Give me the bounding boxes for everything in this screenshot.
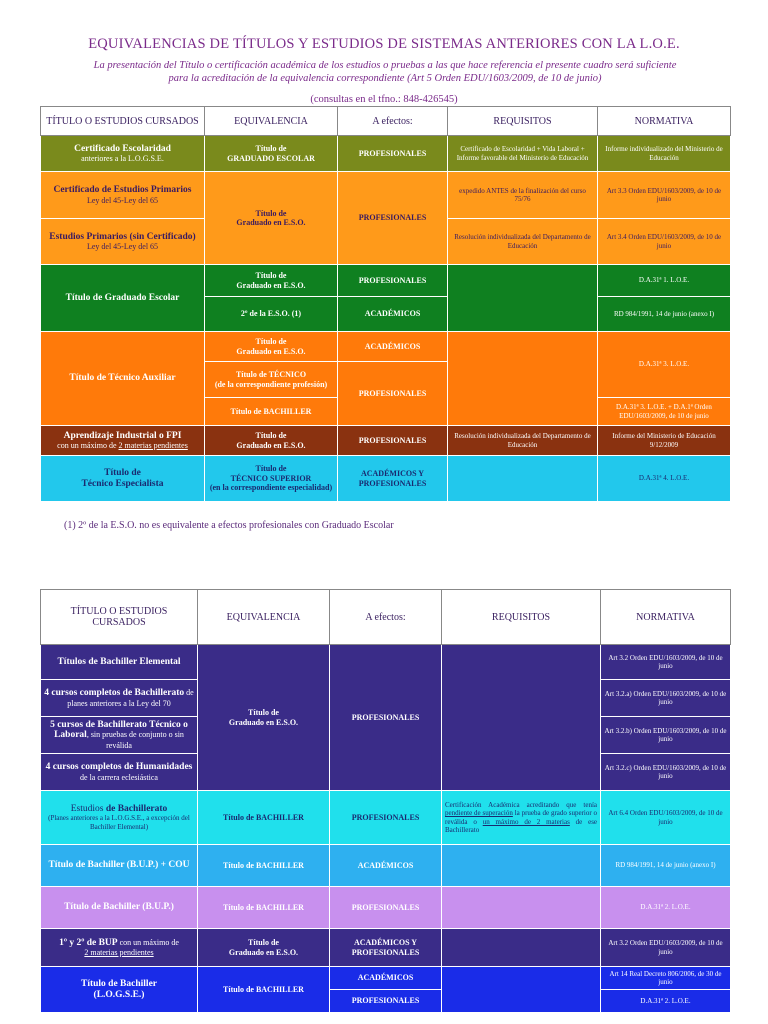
- requisitos-cell: Certificado de Escolaridad + Vida Laboral + Informe favorable del Ministerio de Educación: [448, 136, 598, 172]
- efectos-cell: PROFESIONALES: [330, 990, 442, 1013]
- equivalencia-cell: Título de BACHILLER: [198, 845, 330, 887]
- titulo-cell: 5 cursos de Bachillerato Técnico o Laboral, sin pruebas de conjunto o sin reválida: [41, 717, 198, 754]
- requisitos-cell: Certificación Académica acreditando que tenía pendiente de superación la prueba de grado superior o reválida o un máximo de 2 materias de ese Bachillerato: [442, 791, 601, 845]
- intro-text: [60, 60, 710, 85]
- col-requisitos: REQUISITOS: [442, 590, 601, 645]
- table-row: [41, 887, 731, 929]
- table-row: [41, 426, 731, 456]
- titulo-cell: Aprendizaje Industrial o FPI con un máximo de 2 materias pendientes: [41, 426, 205, 456]
- table-row: [41, 172, 731, 219]
- titulo-cell: Título de Bachiller (B.U.P.) + COU: [41, 845, 198, 887]
- efectos-cell: ACADÉMICOS: [330, 845, 442, 887]
- normativa-cell: D.A.31ª 4. L.O.E.: [598, 456, 731, 502]
- equivalencias-table-1: [40, 106, 731, 502]
- equivalencias-table-2: [40, 589, 731, 1013]
- table-row: [41, 967, 731, 990]
- phone-note: (consultas en el tfno.: 848-426545): [310, 94, 458, 105]
- efectos-cell: PROFESIONALES: [338, 136, 448, 172]
- normativa-cell: RD 984/1991, 14 de junio (anexo I): [601, 845, 731, 887]
- titulo-cell: 1º y 2º de BUP con un máximo de 2 materias pendientes: [41, 929, 198, 967]
- titulo-cell: 4 cursos completos de Humanidades de la carrera eclesiástica: [41, 754, 198, 791]
- table-row: [41, 265, 731, 297]
- equivalencia-cell: Título de Graduado en E.S.O.: [205, 332, 338, 362]
- efectos-cell: PROFESIONALES: [338, 265, 448, 297]
- titulo-cell: Título de Bachiller (L.O.G.S.E.): [41, 967, 198, 1013]
- normativa-cell: Art 3.4 Orden EDU/1603/2009, de 10 de junio: [598, 219, 731, 265]
- titulo-cell: Títulos de Bachiller Elemental: [41, 645, 198, 680]
- col-efectos: A efectos:: [330, 590, 442, 645]
- col-equivalencia: EQUIVALENCIA: [198, 590, 330, 645]
- normativa-cell: Art 14 Real Decreto 806/2006, de 30 de junio: [601, 967, 731, 990]
- table-row: [41, 136, 731, 172]
- titulo-cell: Título de Graduado Escolar: [41, 265, 205, 332]
- table-row: [41, 645, 731, 680]
- efectos-cell: ACADÉMICOS Y PROFESIONALES: [338, 456, 448, 502]
- normativa-cell: D.A.31ª 3. L.O.E.: [598, 332, 731, 398]
- efectos-cell: ACADÉMICOS: [330, 967, 442, 990]
- normativa-cell: Informe del Ministerio de Educación 9/12/2009: [598, 426, 731, 456]
- titulo-cell: Título de Bachiller (B.U.P.): [41, 887, 198, 929]
- equivalencia-cell: Título de TÉCNICO SUPERIOR (en la correspondiente especialidad): [205, 456, 338, 502]
- equivalencia-cell: Título de BACHILLER: [205, 398, 338, 426]
- page-title: EQUIVALENCIAS DE TÍTULOS Y ESTUDIOS DE SISTEMAS ANTERIORES CON LA L.O.E.: [88, 36, 680, 52]
- requisitos-cell: [442, 929, 601, 967]
- normativa-cell: Art 3.2.b) Orden EDU/1603/2009, de 10 de junio: [601, 717, 731, 754]
- normativa-cell: Art 3.2.a) Orden EDU/1603/2009, de 10 de junio: [601, 680, 731, 717]
- efectos-cell: PROFESIONALES: [330, 887, 442, 929]
- requisitos-cell: Resolución individualizada del Departamento de Educación: [448, 219, 598, 265]
- normativa-cell: Art 3.2 Orden EDU/1603/2009, de 10 de junio: [601, 645, 731, 680]
- equivalencia-cell: Título de BACHILLER: [198, 791, 330, 845]
- table-header-row: [41, 107, 731, 136]
- normativa-cell: Art 3.3 Orden EDU/1603/2009, de 10 de junio: [598, 172, 731, 219]
- efectos-cell: ACADÉMICOS Y PROFESIONALES: [330, 929, 442, 967]
- requisitos-cell: [442, 967, 601, 1013]
- equivalencia-cell: Título de Graduado en E.S.O.: [205, 265, 338, 297]
- requisitos-cell: expedido ANTES de la finalización del curso 75/76: [448, 172, 598, 219]
- efectos-cell: PROFESIONALES: [330, 791, 442, 845]
- table-row: [41, 929, 731, 967]
- titulo-cell: Certificado Escolaridad anteriores a la L.O.G.S.E.: [41, 136, 205, 172]
- normativa-cell: Art 3.2 Orden EDU/1603/2009, de 10 de junio: [601, 929, 731, 967]
- equivalencia-cell: Título de GRADUADO ESCOLAR: [205, 136, 338, 172]
- col-normativa: NORMATIVA: [601, 590, 731, 645]
- col-requisitos: REQUISITOS: [448, 107, 598, 136]
- equivalencia-cell: Título de BACHILLER: [198, 967, 330, 1013]
- normativa-cell: D.A.31ª 3. L.O.E. + D.A.1ª Orden EDU/1603/2009, de 10 de junio: [598, 398, 731, 426]
- normativa-cell: Informe individualizado del Ministerio de Educación: [598, 136, 731, 172]
- titulo-cell: Estudios Primarios (sin Certificado) Ley del 45-Ley del 65: [41, 219, 205, 265]
- requisitos-cell: [448, 265, 598, 332]
- col-efectos: A efectos:: [338, 107, 448, 136]
- requisitos-cell: [442, 645, 601, 791]
- normativa-cell: D.A.31ª 2. L.O.E.: [601, 887, 731, 929]
- efectos-cell: ACADÉMICOS: [338, 297, 448, 332]
- col-equivalencia: EQUIVALENCIA: [205, 107, 338, 136]
- normativa-cell: Art 3.2.c) Orden EDU/1603/2009, de 10 de junio: [601, 754, 731, 791]
- efectos-cell: PROFESIONALES: [330, 645, 442, 791]
- col-normativa: NORMATIVA: [598, 107, 731, 136]
- normativa-cell: D.A.31ª 1. L.O.E.: [598, 265, 731, 297]
- equivalencia-cell: Título de Graduado en E.S.O.: [205, 172, 338, 265]
- table-row: [41, 845, 731, 887]
- titulo-cell: Estudios de Bachillerato (Planes anteriores a la L.O.G.S.E., a excepción del Bachiller Elemental): [41, 791, 198, 845]
- normativa-cell: Art 6.4 Orden EDU/1603/2009, de 10 de junio: [601, 791, 731, 845]
- requisitos-cell: [448, 456, 598, 502]
- footnote: (1) 2º de la E.S.O. no es equivalente a efectos profesionales con Graduado Escolar: [64, 520, 394, 531]
- equivalencia-cell: Título de BACHILLER: [198, 887, 330, 929]
- intro-line-2: para la acreditación de la equivalencia correspondiente (Art 5 Orden EDU/1603/2009, de 10 de junio): [168, 72, 602, 84]
- efectos-cell: ACADÉMICOS: [338, 332, 448, 362]
- titulo-cell: 4 cursos completos de Bachillerato de planes anteriores a la Ley del 70: [41, 680, 198, 717]
- table-row: [41, 791, 731, 845]
- requisitos-cell: Resolución individualizada del Departamento de Educación: [448, 426, 598, 456]
- requisitos-cell: [442, 887, 601, 929]
- equivalencia-cell: 2º de la E.S.O. (1): [205, 297, 338, 332]
- normativa-cell: D.A.31ª 2. L.O.E.: [601, 990, 731, 1013]
- titulo-cell: Título de Técnico Auxiliar: [41, 332, 205, 426]
- col-titulo: TÍTULO O ESTUDIOS CURSADOS: [41, 590, 198, 645]
- table-row: [41, 332, 731, 362]
- equivalencia-cell: Título de Graduado en E.S.O.: [198, 929, 330, 967]
- titulo-cell: Título de Técnico Especialista: [41, 456, 205, 502]
- efectos-cell: PROFESIONALES: [338, 172, 448, 265]
- titulo-cell: Certificado de Estudios Primarios Ley del 45-Ley del 65: [41, 172, 205, 219]
- requisitos-cell: [448, 332, 598, 426]
- requisitos-cell: [442, 845, 601, 887]
- normativa-cell: RD 984/1991, 14 de junio (anexo I): [598, 297, 731, 332]
- table-row: [41, 456, 731, 502]
- efectos-cell: PROFESIONALES: [338, 426, 448, 456]
- col-titulo: TÍTULO O ESTUDIOS CURSADOS: [41, 107, 205, 136]
- efectos-cell: PROFESIONALES: [338, 362, 448, 426]
- intro-line-1: La presentación del Título o certificación académica de los estudios o pruebas a las que hace referencia el presente cuadro será suficiente: [93, 60, 677, 71]
- equivalencia-cell: Título de Graduado en E.S.O.: [198, 645, 330, 791]
- equivalencia-cell: Título de Graduado en E.S.O.: [205, 426, 338, 456]
- table-header-row: [41, 590, 731, 645]
- equivalencia-cell: Título de TÉCNICO (de la correspondiente profesión): [205, 362, 338, 398]
